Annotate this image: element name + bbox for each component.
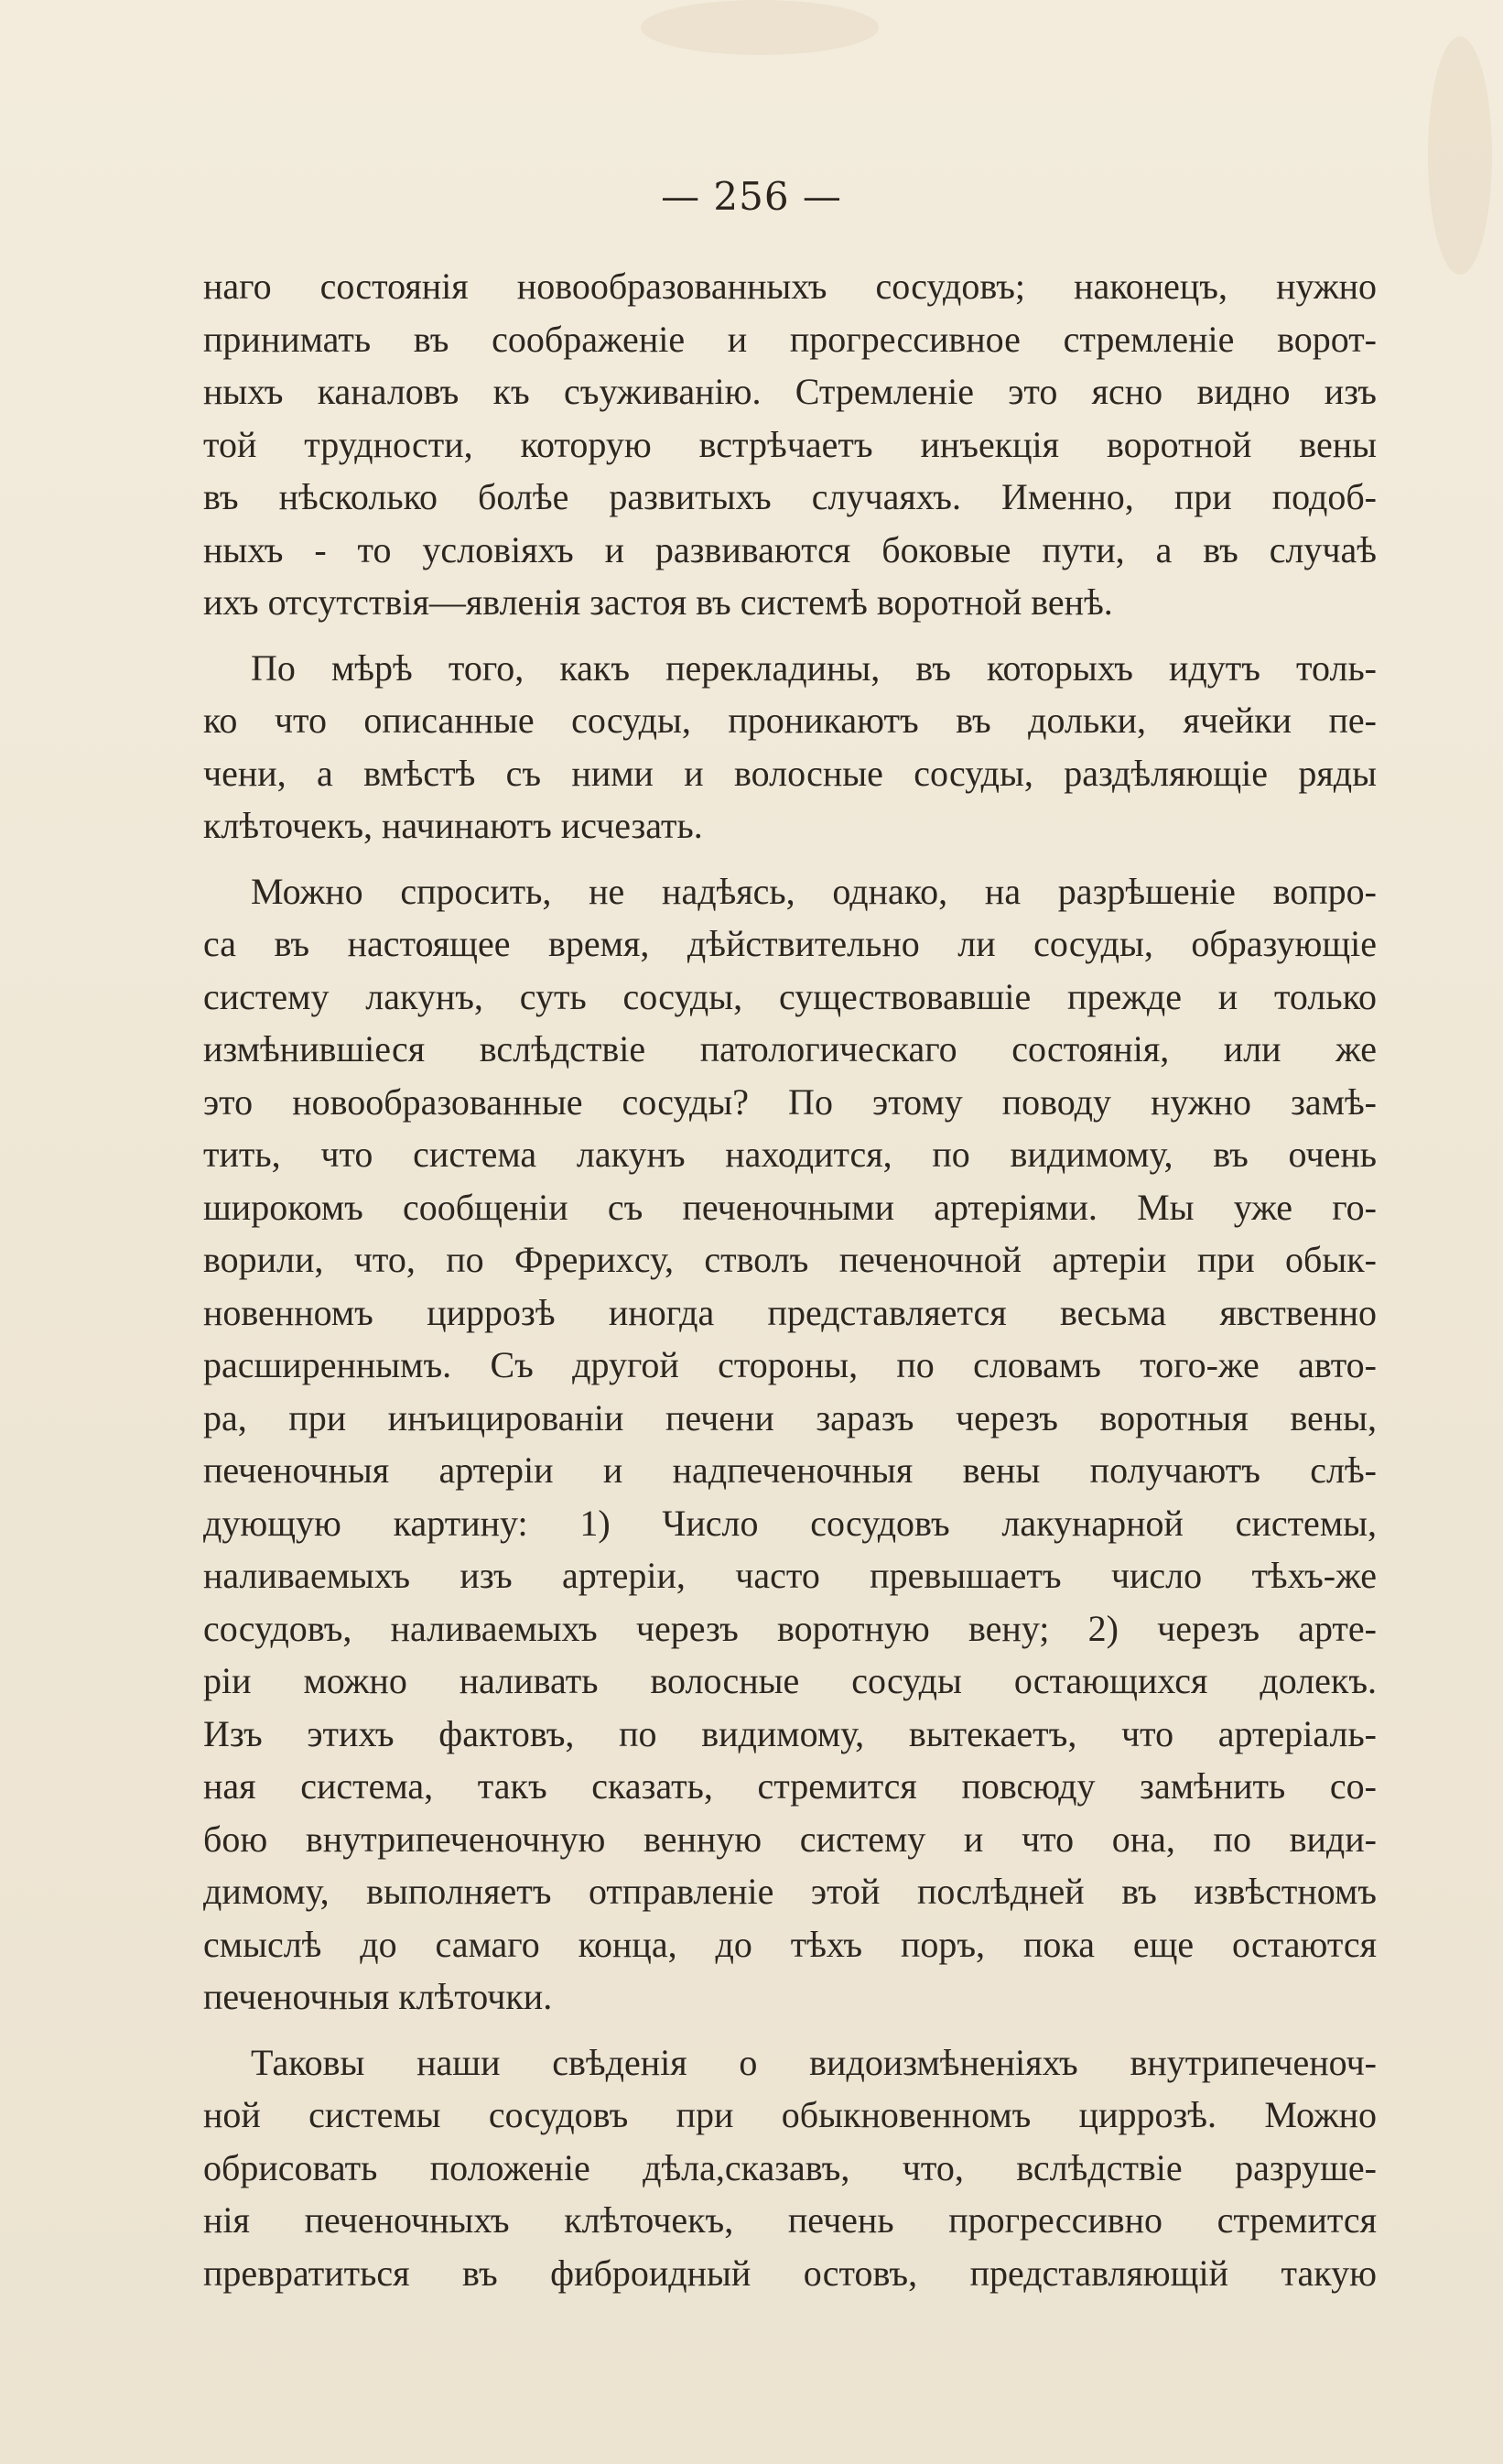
text-line: той трудности, которую встрѣчаетъ инъекція воротной вены [203,423,1377,465]
body-text [203,260,1377,2312]
text-line: системy лакунъ, суть сосуды, существовавшіе прежде и только [203,975,1377,1017]
text-line: чени, а вмѣстѣ съ ними и волосные сосуды, раздѣляющіе ряды [203,752,1377,794]
paragraph-4 [203,2036,1377,2300]
text-line: ной системы сосудовъ при обыкновенномъ циррозѣ. Можно [203,2094,1377,2135]
text-line: Таковы наши свѣденія о видоизмѣненіяхъ внутрипеченоч- [251,2041,1377,2083]
text-line: тить, что система лакунъ находится, по видимому, въ очень [203,1134,1377,1175]
text-line: обрисовать положеніе дѣла,сказавъ, что, вслѣдствіе разруше- [203,2146,1377,2188]
text-line: нія печеночныхъ клѣточекъ, печень прогрессивно стремится [203,2199,1377,2241]
text-line: печеночныя артеріи и надпеченочныя вены получаютъ слѣ- [203,1449,1377,1491]
text-line: ворили, что, по Фрериxсу, стволъ печеночной артеріи при обык- [203,1239,1377,1280]
paper-stain [1428,37,1492,275]
page-number: — 256 — [661,174,842,219]
paragraph-1 [203,260,1377,629]
text-line: ріи можно наливать волосные сосуды остающихся долекъ. [203,1660,1377,1701]
text-line: ра, при инъицированіи печени заразъ черезъ воротныя вены, [203,1396,1377,1438]
text-line: печеночныя клѣточки. [203,1976,553,2017]
text-line: въ нѣсколько болѣе развитыхъ случаяхъ. Именно, при подоб- [203,476,1377,517]
paragraph-3 [203,865,1377,2024]
text-line: са въ настоящее время, дѣйствительно ли сосуды, образующіе [203,923,1377,964]
text-line: По мѣрѣ того, какъ перекладины, въ которыхъ идутъ толь- [251,646,1377,689]
text-line: дующую картину: 1) Число сосудовъ лакунарной системы, [203,1502,1377,1544]
text-line: это новообразованные сосуды? По этому поводу нужно замѣ- [203,1080,1377,1123]
text-line: Можно спросить, не надѣясь, однако, на разрѣшеніе вопро- [251,870,1377,912]
text-line: наго состоянія новообразованныхъ сосудовъ; наконецъ, нужно [203,266,1377,307]
text-line: димому, выполняетъ отправленіе этой послѣдней въ извѣстномъ [203,1871,1377,1912]
text-line: измѣнившіеся вслѣдствіе патологическаго состоянія, или же [203,1028,1377,1069]
text-line: превратиться въ фиброидный остовъ, представляющій такую [203,2252,1377,2294]
text-line: сосудовъ, наливаемыхъ черезъ воротную вену; 2) черезъ арте- [203,1607,1377,1649]
text-line: ко что описанные сосуды, проникаютъ въ дольки, ячейки пе- [203,700,1377,741]
text-line: широкомъ сообщеніи съ печеночными артеріями. Мы уже го- [203,1186,1377,1228]
text-line: расширеннымъ. Съ другой стороны, по словамъ того-же авто- [203,1344,1377,1385]
text-line: бою внутрипеченочную венную систему и что она, по види- [203,1818,1377,1860]
text-line: ихъ отсутствія—явленія застоя въ системѣ воротной венѣ. [203,581,1113,623]
text-line: наливаемыхъ изъ артеріи, часто превышаетъ число тѣхъ-же [203,1555,1377,1596]
text-line: ныхъ каналовъ къ съуживанію. Стремленіе это ясно видно изъ [203,371,1377,412]
text-line: Изъ этихъ фактовъ, по видимому, вытекаетъ, что артеріаль- [203,1712,1377,1754]
paragraph-2 [203,642,1377,852]
text-line: клѣточекъ, начинаютъ исчезать. [203,805,703,846]
text-line: принимать въ соображеніе и прогрессивное стремленіе ворот- [203,318,1377,360]
text-line: смыслѣ до самаго конца, до тѣхъ поръ, пока еще остаются [203,1923,1377,1965]
text-line: ныхъ - то условіяхъ и развиваются боковые пути, а въ случаѣ [203,528,1377,570]
text-line: ная система, такъ сказать, стремится повсюду замѣнить со- [203,1765,1377,1807]
text-line: новенномъ циррозѣ иногда представляется весьма явственно [203,1291,1377,1333]
paper-stain [641,0,879,55]
